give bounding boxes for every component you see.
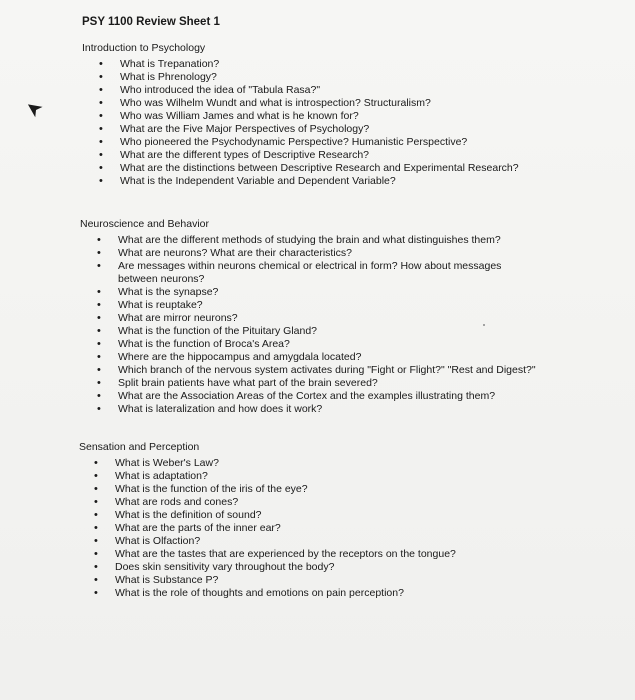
question-text: Are messages within neurons chemical or electrical in form? How about messages between neurons? <box>118 260 502 285</box>
question-item <box>94 561 535 574</box>
question-text: What is the function of the iris of the eye? <box>115 483 308 495</box>
question-text: What is the function of Broca's Area? <box>118 338 290 350</box>
question-item <box>97 377 540 390</box>
bullet-icon: • <box>99 58 103 70</box>
section-intro-psychology <box>82 42 540 188</box>
section-heading: Neuroscience and Behavior <box>80 218 209 230</box>
question-item <box>99 136 540 149</box>
section-neuroscience <box>80 218 540 416</box>
question-text: What is lateralization and how does it work? <box>118 403 323 415</box>
question-item <box>99 149 540 162</box>
bullet-icon: • <box>94 457 98 469</box>
bullet-icon: • <box>99 123 103 135</box>
bullet-icon: • <box>94 496 98 508</box>
question-item <box>99 97 540 110</box>
question-item <box>99 175 540 188</box>
bullet-icon: • <box>97 299 101 311</box>
question-text: What is the definition of sound? <box>115 509 262 521</box>
question-text: What are the different types of Descriptive Research? <box>120 149 370 161</box>
question-text: Who pioneered the Psychodynamic Perspective? Humanistic Perspective? <box>120 136 468 148</box>
bullet-icon: • <box>97 403 101 415</box>
question-item <box>94 496 535 509</box>
question-item <box>97 286 540 299</box>
bullet-icon: • <box>97 377 101 389</box>
bullet-icon: • <box>94 470 98 482</box>
question-item <box>94 522 535 535</box>
question-text: What are the Five Major Perspectives of Psychology? <box>120 123 370 135</box>
question-item <box>94 483 535 496</box>
bullet-icon: • <box>97 338 101 350</box>
question-item <box>97 247 540 260</box>
bullet-icon: • <box>94 561 98 573</box>
question-text: What are the Association Areas of the Cortex and the examples illustrating them? <box>118 390 496 402</box>
bullet-icon: • <box>99 149 103 161</box>
question-item <box>99 162 540 175</box>
question-item <box>99 84 540 97</box>
question-text: Split brain patients have what part of the brain severed? <box>118 377 378 389</box>
question-item <box>97 403 540 416</box>
question-text: What is Weber's Law? <box>115 457 219 469</box>
question-item <box>97 325 540 338</box>
question-text: What is Phrenology? <box>120 71 217 83</box>
question-item <box>94 470 535 483</box>
question-text: What are neurons? What are their characteristics? <box>118 247 353 259</box>
question-item <box>94 574 535 587</box>
section-heading: Introduction to Psychology <box>82 42 206 54</box>
question-item <box>99 123 540 136</box>
question-text: What are the distinctions between Descriptive Research and Experimental Research? <box>120 162 519 174</box>
question-item <box>97 338 540 351</box>
question-text: Where are the hippocampus and amygdala located? <box>118 351 362 363</box>
question-item <box>97 351 540 364</box>
section-heading: Sensation and Perception <box>79 441 200 453</box>
bullet-icon: • <box>97 364 101 376</box>
question-text: What is Substance P? <box>115 574 219 586</box>
bullet-icon: • <box>94 509 98 521</box>
bullet-icon: • <box>97 325 101 337</box>
bullet-icon: • <box>99 136 103 148</box>
question-text: Does skin sensitivity vary throughout the body? <box>115 561 335 573</box>
question-text: What are the parts of the inner ear? <box>115 522 281 534</box>
question-item <box>94 535 535 548</box>
question-text: What is the synapse? <box>118 286 219 298</box>
question-text: What is the function of the Pituitary Gland? <box>118 325 318 337</box>
bullet-icon: • <box>94 587 98 599</box>
bullet-icon: • <box>99 110 103 122</box>
question-text: What are rods and cones? <box>115 496 239 508</box>
question-item <box>97 234 540 247</box>
stray-mark <box>483 324 485 326</box>
question-item <box>97 260 540 286</box>
bullet-icon: • <box>97 351 101 363</box>
question-item <box>94 457 535 470</box>
question-item <box>94 509 535 522</box>
question-text: What is reuptake? <box>118 299 203 311</box>
bullet-icon: • <box>97 260 101 272</box>
question-item <box>97 312 540 325</box>
question-text: What is the Independent Variable and Dependent Variable? <box>120 175 396 187</box>
bullet-icon: • <box>97 286 101 298</box>
question-item <box>99 71 540 84</box>
page-title: PSY 1100 Review Sheet 1 <box>82 16 220 28</box>
question-list <box>97 234 540 416</box>
bullet-icon: • <box>99 175 103 187</box>
bullet-icon: • <box>94 548 98 560</box>
question-item <box>99 110 540 123</box>
question-text: What is the role of thoughts and emotions on pain perception? <box>115 587 404 599</box>
question-text: What is Trepanation? <box>120 58 220 70</box>
bullet-icon: • <box>97 390 101 402</box>
bullet-icon: • <box>97 234 101 246</box>
bullet-icon: • <box>94 535 98 547</box>
question-text: What are the different methods of studying the brain and what distinguishes them? <box>118 234 501 246</box>
question-text: Who introduced the idea of "Tabula Rasa?" <box>120 84 321 96</box>
bullet-icon: • <box>99 84 103 96</box>
question-item <box>94 548 535 561</box>
section-sensation-perception <box>79 441 535 600</box>
question-text: Who was Wilhelm Wundt and what is introspection? Structuralism? <box>120 97 431 109</box>
question-text: Which branch of the nervous system activates during "Fight or Flight?" "Rest and Digest?" <box>118 364 536 376</box>
question-item <box>97 299 540 312</box>
question-text: Who was William James and what is he known for? <box>120 110 359 122</box>
question-text: What is Olfaction? <box>115 535 201 547</box>
bullet-icon: • <box>94 522 98 534</box>
question-item <box>94 587 535 600</box>
bullet-icon: • <box>97 312 101 324</box>
bullet-icon: • <box>97 247 101 259</box>
question-list <box>94 457 535 600</box>
bullet-icon: • <box>99 162 103 174</box>
bullet-icon: • <box>94 483 98 495</box>
question-item <box>97 390 540 403</box>
question-text: What is adaptation? <box>115 470 208 482</box>
question-item <box>99 58 540 71</box>
bullet-icon: • <box>99 71 103 83</box>
bullet-icon: • <box>99 97 103 109</box>
bullet-icon: • <box>94 574 98 586</box>
question-list <box>99 58 540 188</box>
question-text: What are mirror neurons? <box>118 312 238 324</box>
question-item <box>97 364 540 377</box>
question-text: What are the tastes that are experienced by the receptors on the tongue? <box>115 548 456 560</box>
